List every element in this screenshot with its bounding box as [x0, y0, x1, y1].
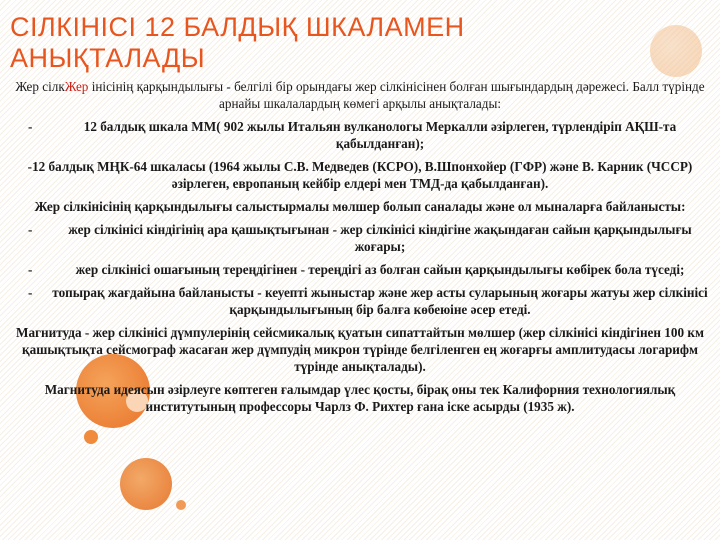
- bullet-dash: -: [28, 262, 33, 277]
- bullet-item: [6, 284, 714, 318]
- decor-circle: [176, 500, 186, 510]
- bullet-dash: -: [28, 119, 33, 134]
- bullet-item: [6, 221, 714, 255]
- decor-circle: [84, 430, 98, 444]
- decor-circle: [650, 25, 702, 77]
- bullet-dash: -: [28, 222, 33, 237]
- bullet-text: 12 балдық шкала ММ( 902 жылы Итальян вулканологы Меркалли әзірлеген, түрлендіріп АҚШ-та қабылданған);: [83, 119, 677, 151]
- decor-circle: [120, 458, 172, 510]
- msk-paragraph: -12 балдық МҢК-64 шкаласы (1964 жылы С.В. Медведев (КСРО), В.Шпонхойер (ГФР) және В. Карник (ЧССР) әзірлеген, европаның кейбір елдері мен ТМД-да қабылданған).: [27, 159, 693, 191]
- definition-paragraph: [6, 78, 714, 112]
- bullet-text: топырақ жағдайына байланысты - кеуепті жыныстар және жер асты суларының жоғары жатуы жер сілкінісі қарқындылығының бір балға көбеюіне әсер етеді.: [52, 285, 708, 317]
- bullet-item: [6, 261, 714, 278]
- richter-paragraph: Магнитуда идеясын әзірлеуге көптеген ғалымдар үлес қосты, бірақ оны тек Калифорния технологиялық институтының профессоры Чарлз Ф. Рихтер ғана іске асырды (1935 ж).: [44, 382, 676, 414]
- bullet-text: жер сілкінісі кіндігінің ара қашықтығынан - жер сілкінісі кіндігіне жақындаған сайын қарқындылығы жоғары;: [68, 222, 692, 254]
- magnitude-paragraph: Магнитуда - жер сілкінісі дүмпулерінің сейсмикалық қуатын сипаттайтын мөлшер (жер сілкінісі кіндігінен 100 км қашықтықта сейсмограф жасаған жер дүмпудің микрон түрінде белгіленген ең жоғарғы амплитудасы логарифм түрінде анықталады).: [16, 325, 704, 374]
- bullet-text: жер сілкінісі ошағының тереңдігінен - тереңдігі аз болған сайын қарқындылығы көбірек бола түседі;: [75, 262, 685, 277]
- definition-highlight: Жер: [64, 79, 89, 94]
- slide-body: [6, 78, 714, 421]
- definition-text: інісінің қарқындылығы - белгілі бір орындағы жер сілкінісінен болған шығындардың дәрежесі. Балл түрінде арнайы шкалалардың көмегі арқылы анықталады:: [88, 79, 705, 111]
- slide-title: СІЛКІНІСІ 12 БАЛДЫҚ ШКАЛАМЕН АНЫҚТАЛАДЫ: [10, 12, 465, 73]
- definition-start: Жер сілк: [15, 79, 65, 94]
- relative-paragraph: Жер сілкінісінің қарқындылығы салыстырмалы мөлшер болып саналады және ол мыналарға байланысты:: [34, 199, 686, 214]
- bullet-item: [6, 118, 714, 152]
- bullet-dash: -: [28, 285, 33, 300]
